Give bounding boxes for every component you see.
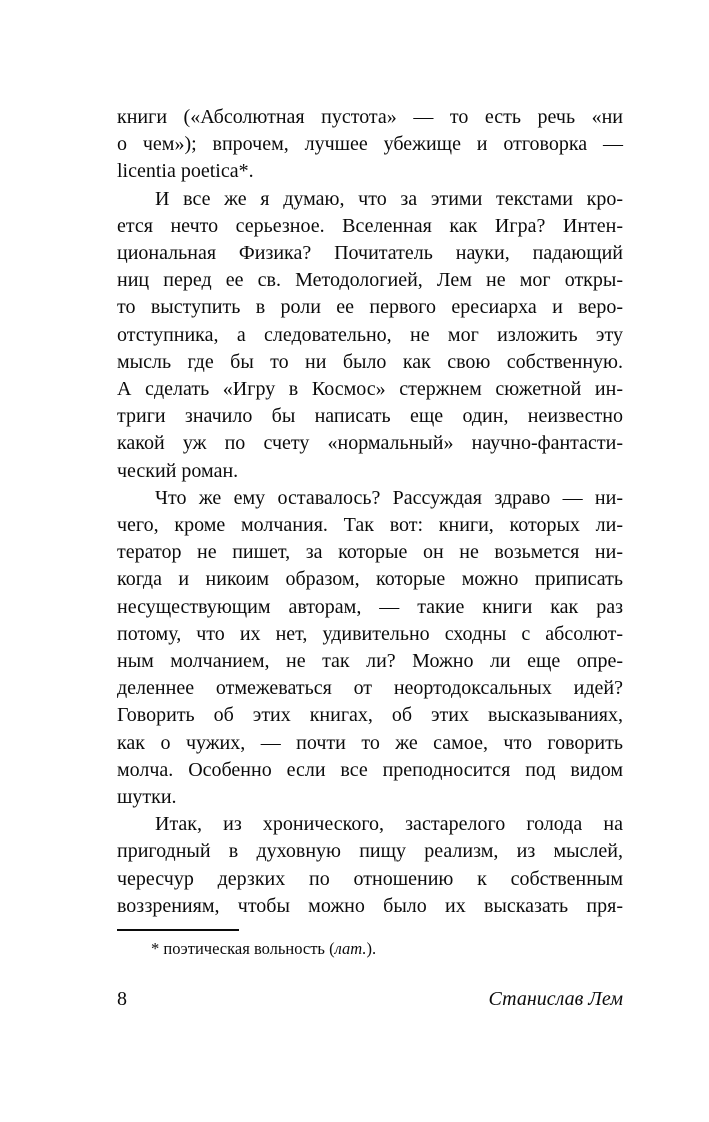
page-footer xyxy=(117,988,623,1011)
text-line: несуществующим авторам, — такие книги как раз xyxy=(117,595,623,618)
text-line: Говорить об этих книгах, об этих высказываниях, xyxy=(117,704,623,727)
text-line: чего, кроме молчания. Так вот: книги, которых ли- xyxy=(117,514,623,537)
page-number: 8 xyxy=(117,988,127,1010)
text-line: какой уж по счету «нормальный» научно-фантасти- xyxy=(117,432,623,455)
text-line: ниц перед ее св. Методологией, Лем не мог откры- xyxy=(117,269,623,292)
text-line: ным молчанием, не так ли? Можно ли еще опре- xyxy=(117,650,623,673)
text-line: ется нечто серьезное. Вселенная как Игра? Интен- xyxy=(117,214,623,237)
text-line: деленнее отмежеваться от неортодоксальных идей? xyxy=(117,677,623,700)
footnote-text-suffix: ). xyxy=(366,939,377,958)
footnote-separator xyxy=(117,929,239,931)
text-line: чересчур дерзких по отношению к собственным xyxy=(117,867,623,890)
paragraph xyxy=(117,485,623,811)
text-line: Что же ему оставалось? Рассуждая здраво — ни- xyxy=(155,486,623,509)
footnote-text-prefix: * поэтическая вольность ( xyxy=(151,939,335,958)
text-line: книги («Абсолютная пустота» — то есть речь «ни xyxy=(117,106,623,128)
footnote xyxy=(117,938,623,959)
footnote-language-abbr: лат. xyxy=(334,939,367,958)
text-line: молча. Особенно если все преподносится под видом xyxy=(117,758,623,781)
text-line: воззрениям, чтобы можно было их высказать пря- xyxy=(117,894,623,917)
text-line: тератор не пишет, за которые он не возьмется ни- xyxy=(117,541,623,564)
text-line: пригодный в духовную пищу реализм, из мыслей, xyxy=(117,840,623,863)
text-line: циональная Физика? Почитатель науки, падающий xyxy=(117,242,623,265)
text-line: потому, что их нет, удивительно сходны с абсолют- xyxy=(117,622,623,645)
text-line: Итак, из хронического, застарелого голода на xyxy=(155,813,623,836)
text-line: мысль где бы то ни было как свою собственную. xyxy=(117,350,623,373)
text-line: триги значило бы написать еще один, неизвестно xyxy=(117,405,623,428)
paragraph xyxy=(117,811,623,920)
text-line: то выступить в роли ее первого ересиарха и веро- xyxy=(117,296,623,319)
body-text xyxy=(117,104,623,920)
paragraph xyxy=(117,104,623,186)
text-line: как о чужих, — почти то же самое, что говорить xyxy=(117,731,623,754)
text-line: когда и никоим образом, которые можно приписать xyxy=(117,568,623,591)
text-line: отступника, а следовательно, не мог изложить эту xyxy=(117,323,623,346)
text-line: шутки. xyxy=(117,786,177,809)
text-line: ческий роман. xyxy=(117,459,239,482)
text-line: И все же я думаю, что за этими текстами кро- xyxy=(155,187,623,210)
text-line: о чем»); впрочем, лучшее убежище и отговорка — xyxy=(117,133,623,156)
text-line: licentia poetica*. xyxy=(117,160,254,183)
paragraph xyxy=(117,186,623,485)
running-title-author: Станислав Лем xyxy=(488,988,623,1010)
text-line: А сделать «Игру в Космос» стержнем сюжетной ин- xyxy=(117,378,623,401)
